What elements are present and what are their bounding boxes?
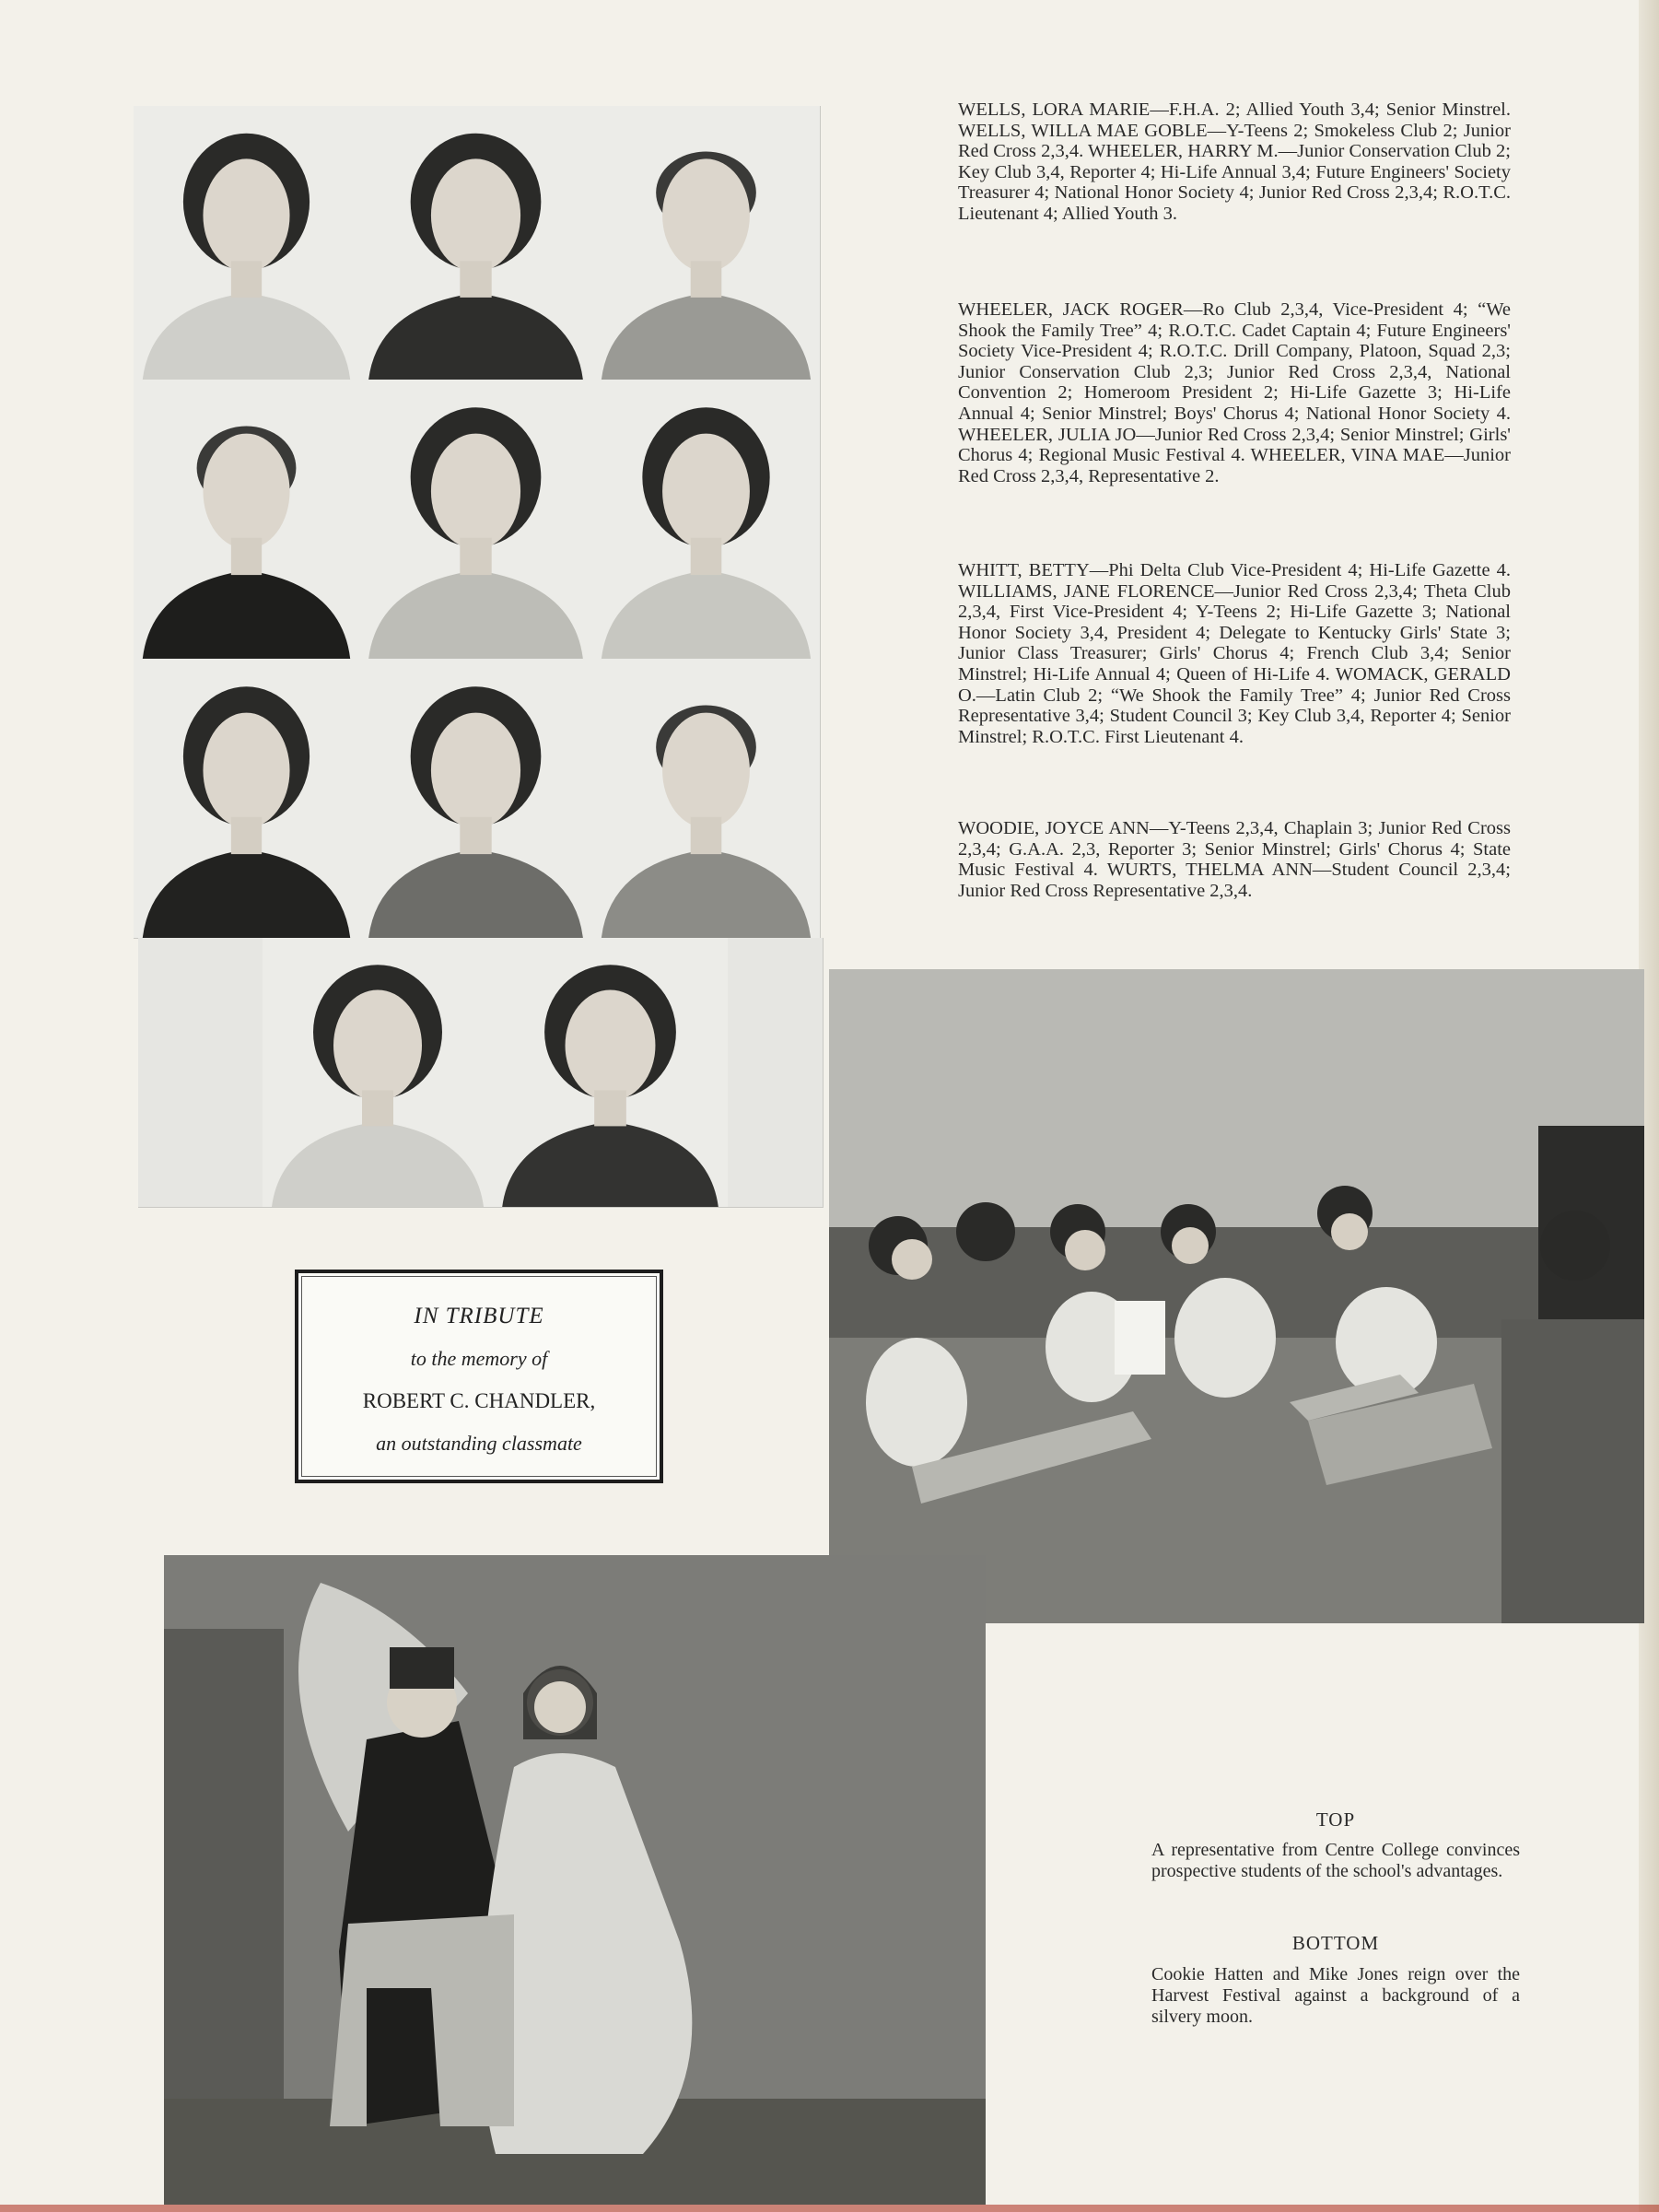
caption-top-heading: TOP	[1315, 1808, 1356, 1831]
senior-portrait	[592, 106, 821, 380]
classroom-photo	[829, 969, 1644, 1623]
senior-portrait	[592, 380, 821, 660]
senior-portrait	[359, 659, 593, 939]
caption-top-text: A representative from Centre College convinces prospective students of the school's advantages.	[1151, 1840, 1520, 1881]
senior-portrait	[134, 659, 360, 939]
harvest-festival-photo	[164, 1555, 986, 2205]
senior-portrait	[493, 938, 729, 1208]
senior-portrait	[359, 106, 593, 380]
blank-portrait-cell	[138, 938, 263, 1208]
tribute-name: ROBERT C. CHANDLER,	[362, 1389, 596, 1412]
tribute-line: to the memory of	[410, 1347, 548, 1370]
senior-portrait	[134, 380, 360, 660]
caption-bottom-text: Cookie Hatten and Mike Jones reign over the Harvest Festival against a background of a silvery moon.	[1151, 1964, 1520, 2027]
tribute-line: an outstanding classmate	[376, 1432, 582, 1455]
senior-portrait	[592, 659, 821, 939]
senior-portrait	[359, 380, 593, 660]
caption-bottom-heading: BOTTOM	[1291, 1932, 1380, 1954]
bio-paragraph: WOODIE, JOYCE ANN—Y-Teens 2,3,4, Chaplain 3; Junior Red Cross 2,3,4; G.A.A. 2,3, Reporter 3; Senior Minstrel; Girls' Chorus 4; State Music Festival 4. WURTS, THELMA ANN—Student Council 2,3,4; Junior Red Cross Representative 2,3,4.	[958, 818, 1511, 901]
bio-paragraph: WELLS, LORA MARIE—F.H.A. 2; Allied Youth 3,4; Senior Minstrel. WELLS, WILLA MAE GOBLE—Y-Teens 2; Smokeless Club 2; Junior Red Cross 2,3,4. WHEELER, HARRY M.—Junior Conservation Club 2; Key Club 3,4, Reporter 4; Hi-Life Annual 3,4; Future Engineers' Society Treasurer 4; National Honor Society 4; Junior Red Cross 2,3,4; R.O.T.C. Lieutenant 4; Allied Youth 3.	[958, 99, 1511, 224]
senior-portrait	[263, 938, 494, 1208]
tribute-title: IN TRIBUTE	[414, 1304, 544, 1328]
blank-portrait-cell	[728, 938, 824, 1208]
senior-portrait	[134, 106, 360, 380]
bio-paragraph: WHEELER, JACK ROGER—Ro Club 2,3,4, Vice-President 4; “We Shook the Family Tree” 4; R.O.T.C. Cadet Captain 4; Future Engineers' Society Vice-President 4; R.O.T.C. Drill Company, Platoon, Squad 2,3; Junior Conservation Club 2,3; Junior Red Cross 2,3,4, National Convention 2; Homeroom President 2; Hi-Life Gazette 3; Hi-Life Annual 4; Senior Minstrel; Boys' Chorus 4; National Honor Society 4. WHEELER, JULIA JO—Junior Red Cross 2,3,4; Senior Minstrel; Girls' Chorus 4; Regional Music Festival 4. WHEELER, VINA MAE—Junior Red Cross 2,3,4, Representative 2.	[958, 299, 1511, 486]
bio-paragraph: WHITT, BETTY—Phi Delta Club Vice-President 4; Hi-Life Gazette 4. WILLIAMS, JANE FLORENCE—Junior Red Cross 2,3,4; Theta Club 2,3,4, First Vice-President 4; Y-Teens 2; Hi-Life Gazette 3; National Honor Society 3,4, President 4; Delegate to Kentucky Girls' State 3; Junior Class Treasurer; Girls' Chorus 4; French Club 3,4; Senior Minstrel; Hi-Life Annual 4; Queen of Hi-Life 4. WOMACK, GERALD O.—Latin Club 2; “We Shook the Family Tree” 4; Junior Red Cross Representative 3,4; Student Council 3; Key Club 3,4, Reporter 4; Senior Minstrel; R.O.T.C. First Lieutenant 4.	[958, 560, 1511, 747]
tribute-box	[295, 1270, 663, 1483]
page-bottom-edge	[0, 2205, 1659, 2212]
